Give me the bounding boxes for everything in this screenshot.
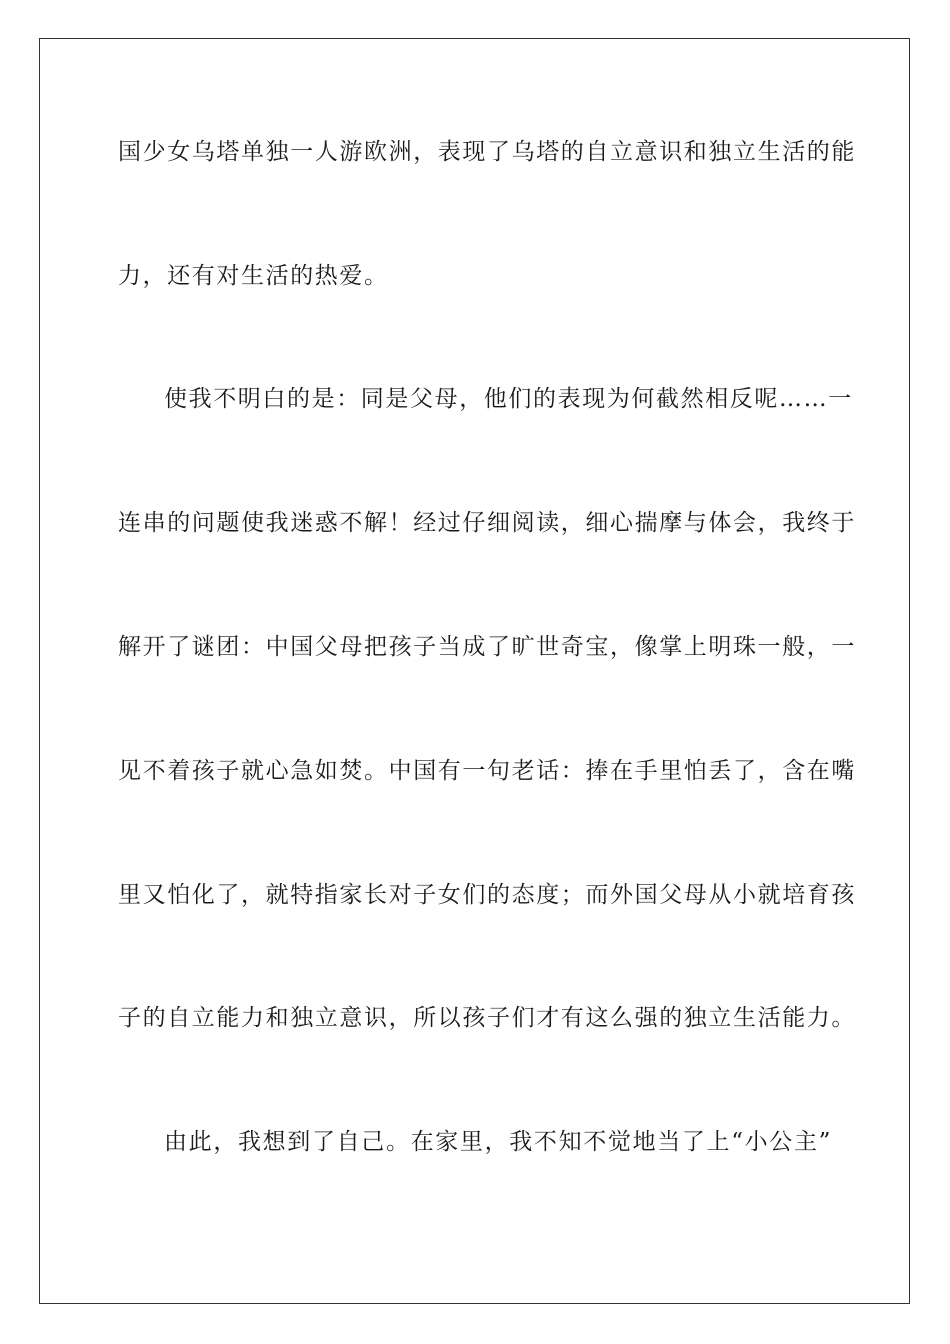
text-line-2: 力，还有对生活的热爱。 [118, 263, 389, 289]
page-border [39, 38, 910, 1304]
text-line-5: 解开了谜团：中国父母把孩子当成了旷世奇宝，像掌上明珠一般，一 [118, 634, 856, 660]
text-line-3: 使我不明白的是：同是父母，他们的表现为何截然相反呢……一 [164, 386, 853, 412]
text-line-8: 子的自立能力和独立意识，所以孩子们才有这么强的独立生活能力。 [118, 1005, 856, 1031]
text-line-4: 连串的问题使我迷惑不解！经过仔细阅读，细心揣摩与体会，我终于 [118, 510, 856, 536]
text-line-9: 由此，我想到了自己。在家里，我不知不觉地当了上“小公主” [164, 1129, 832, 1155]
text-line-7: 里又怕化了，就特指家长对子女们的态度；而外国父母从小就培育孩 [118, 882, 856, 908]
text-line-6: 见不着孩子就心急如焚。中国有一句老话：捧在手里怕丢了，含在嘴 [118, 758, 856, 784]
text-line-1: 国少女乌塔单独一人游欧洲，表现了乌塔的自立意识和独立生活的能 [118, 139, 856, 165]
